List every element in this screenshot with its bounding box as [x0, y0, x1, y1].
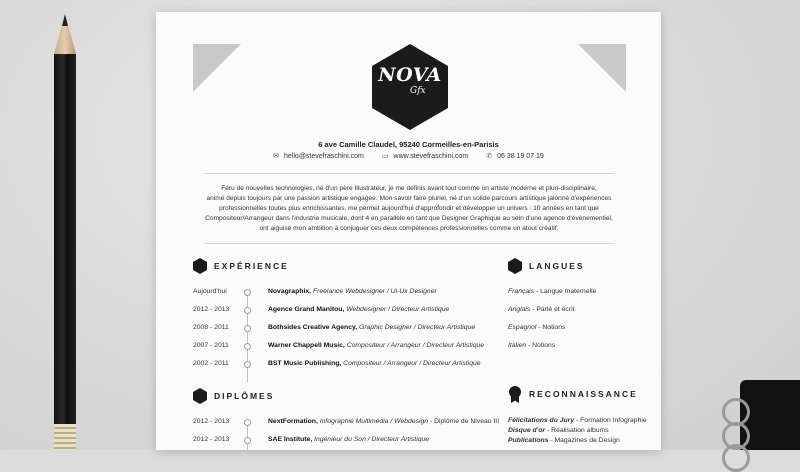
diplome-date: 2012 - 2013: [193, 418, 230, 425]
medal-icon: [508, 386, 522, 404]
diplome-school: NextFormation,: [268, 418, 318, 425]
experience-entry: [268, 360, 481, 367]
experience-company: BST Music Publishing,: [268, 360, 342, 367]
diplomes-timeline: [247, 422, 248, 450]
section-title-reconnaissance: RECONNAISSANCE: [529, 389, 638, 399]
experience-entry: [268, 306, 449, 313]
language-name: Français: [508, 288, 535, 295]
award-name: Publications: [508, 437, 549, 444]
award-item: [508, 437, 620, 444]
notebook-ring: [722, 444, 750, 472]
timeline-dot: [244, 343, 251, 350]
experience-company: Bothsides Creative Agency,: [268, 324, 358, 331]
experience-role: Compositeur / Arrangeur / Directeur Artistique: [346, 342, 485, 349]
experience-date: 2007 - 2011: [193, 342, 229, 349]
diplome-entry: [268, 418, 499, 425]
award-item: [508, 417, 647, 424]
address: 6 ave Camille Claudel, 95240 Cormeilles-en-Parisis: [318, 140, 499, 149]
award-detail: - Formation Infographie: [576, 417, 647, 424]
experience-company: Novagraphix,: [268, 288, 312, 295]
award-detail: - Magazines de Design: [550, 437, 620, 444]
experience-company: Agence Grand Manitou,: [268, 306, 345, 313]
timeline-dot: [244, 419, 251, 426]
timeline-dot: [244, 307, 251, 314]
diplome-course: Infographie Multimedia / Webdesign -: [319, 418, 433, 425]
experience-entry: [268, 324, 475, 331]
language-item: [508, 306, 575, 313]
resume-page: [156, 12, 661, 450]
pencil-lead: [62, 14, 68, 26]
logo-text: NOVA: [378, 64, 442, 86]
diplome-level: Diplôme de Niveau III: [434, 418, 500, 425]
contact-website[interactable]: [382, 152, 468, 160]
diplome-school: SAE Institute,: [268, 436, 313, 443]
experience-company: Warner Chappell Music,: [268, 342, 345, 349]
diplome-course: Ingénieur du Son / Directeur Artistique: [314, 436, 430, 443]
diplome-entry: [268, 436, 429, 443]
intro-line: animé depuis toujours par une passion artistique engagée. Mon savoir faire pluriel, né d'un solide parcours artistique jalonné d'expériences: [206, 195, 612, 202]
award-item: [508, 427, 609, 434]
language-name: Anglais: [508, 306, 531, 313]
envelope-icon: ✉: [273, 153, 280, 160]
hexagon-bullet-icon: [193, 388, 207, 404]
phone-icon: ✆: [486, 153, 493, 160]
section-title-langues: LANGUES: [529, 261, 585, 271]
language-level: - Parlé et écrit: [532, 306, 575, 313]
logo: [370, 42, 450, 132]
pencil-ferrule: [54, 424, 76, 450]
intro-line: professionnelles toutes plus enrichissantes, me permet aujourd'hui d'approfondir et développer un univers : 10 années en tant que: [219, 205, 599, 212]
experience-timeline: [247, 292, 248, 382]
language-level: - Langue maternelle: [535, 288, 597, 295]
logo-subtext: Gfx: [410, 86, 426, 96]
pencil: [54, 14, 76, 450]
corner-decoration-left: [193, 44, 241, 92]
phone-text: 06 38 19 07 19: [497, 152, 544, 160]
section-title-diplomes: DIPLÔMES: [214, 391, 275, 401]
medal-ribbon: [511, 395, 519, 403]
divider: [204, 243, 614, 244]
timeline-dot: [244, 437, 251, 444]
experience-date: 2012 - 2013: [193, 306, 230, 313]
corner-decoration-right: [578, 44, 626, 92]
award-detail: - Réalisation albums: [547, 427, 609, 434]
experience-date: Aujourd'hui: [193, 288, 227, 295]
award-name: Disque d'or: [508, 427, 546, 434]
language-level: - Notions: [538, 324, 566, 331]
contact-line: [156, 152, 661, 160]
experience-role: Webdesigner / Directeur Artistique: [346, 306, 450, 313]
timeline-dot: [244, 289, 251, 296]
experience-role: Freelance Webdesigner / Ui-Ux Designer: [312, 288, 437, 295]
intro-line: Féru de nouvelles technologies, né d'un père Illustrateur, je me définis avant tout comme un artiste moderne et pluri-disciplinaire,: [221, 185, 597, 192]
website-text: www.stevefraschini.com: [393, 152, 469, 160]
timeline-dot: [244, 325, 251, 332]
experience-role: Compositeur / Arrangeur / Directeur Artistique: [343, 360, 481, 367]
intro-line: ont aiguisé mon ambition à conjuguer ces deux compétences professionnelles comme un atout créatif.: [259, 225, 559, 232]
award-name: Félicitations du Jury: [508, 417, 575, 424]
language-name: Espagnol: [508, 324, 537, 331]
experience-entry: [268, 342, 484, 349]
pencil-body: [54, 54, 76, 424]
intro-line: Compositeur/Arrangeur dans l'industrie musicale, dont 4 en parallèle en tant que Designer Graphique au sein d'une agence d'évènementiel,: [205, 215, 613, 222]
experience-date: 2008 - 2011: [193, 324, 229, 331]
language-item: [508, 324, 565, 331]
email-text: hello@stevefraschini.com: [284, 152, 364, 160]
hexagon-bullet-icon: [508, 258, 522, 274]
timeline-dot: [244, 361, 251, 368]
monitor-icon: ▭: [381, 153, 389, 160]
section-title-experience: EXPÉRIENCE: [214, 261, 289, 271]
experience-entry: [268, 288, 437, 295]
language-item: [508, 342, 555, 349]
language-level: - Notions: [528, 342, 556, 349]
hexagon-bullet-icon: [193, 258, 207, 274]
language-item: [508, 288, 596, 295]
language-name: Italien: [508, 342, 527, 349]
intro-paragraph: [204, 184, 614, 234]
contact-phone[interactable]: [486, 152, 544, 160]
diplome-date: 2012 - 2013: [193, 436, 230, 443]
experience-role: Graphic Designer / Directeur Artistique: [359, 324, 476, 331]
experience-date: 2002 - 2011: [193, 360, 229, 367]
divider: [204, 173, 614, 174]
contact-email[interactable]: [273, 152, 364, 160]
